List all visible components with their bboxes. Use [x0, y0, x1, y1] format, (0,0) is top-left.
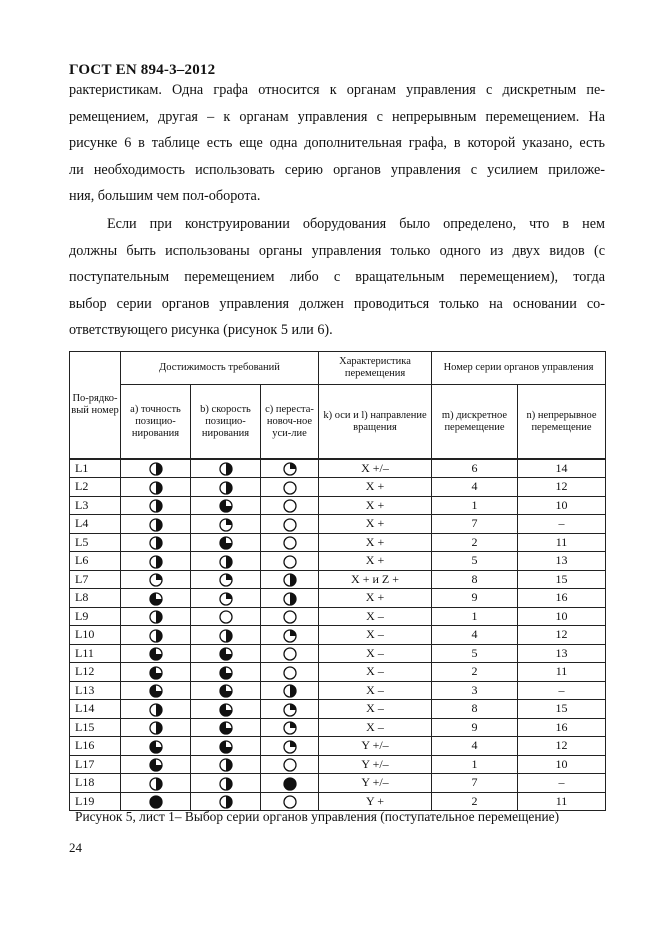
paragraph-line: рисунке 6 в таблице есть еще одна дополнительная графа, в которой указано, есть — [69, 135, 605, 151]
cell-a — [121, 737, 191, 756]
fill-half-icon — [149, 462, 163, 476]
row-label: L11 — [70, 644, 121, 663]
col-header-c: c) переста-новоч-ное уси-лие — [261, 385, 319, 460]
cell-c — [261, 755, 319, 774]
table-row — [70, 478, 606, 497]
fill-half-icon — [149, 518, 163, 532]
cell-m: 8 — [432, 570, 518, 589]
cell-a — [121, 570, 191, 589]
cell-b — [191, 644, 261, 663]
fill-half-icon — [219, 462, 233, 476]
fill-half-icon — [149, 536, 163, 550]
table-body — [70, 459, 606, 811]
cell-motion: X – — [319, 700, 432, 719]
cell-c — [261, 515, 319, 534]
cell-m: 5 — [432, 644, 518, 663]
paragraph-line: поступательным перемещением либо с вращательным перемещением), тогда — [69, 269, 605, 285]
row-label: L1 — [70, 459, 121, 478]
cell-n: 12 — [518, 626, 606, 645]
table-row — [70, 626, 606, 645]
table-row — [70, 755, 606, 774]
cell-motion: X + — [319, 515, 432, 534]
cell-m: 7 — [432, 774, 518, 793]
row-label: L9 — [70, 607, 121, 626]
table-row — [70, 552, 606, 571]
cell-motion: X – — [319, 718, 432, 737]
cell-b — [191, 718, 261, 737]
cell-a — [121, 792, 191, 811]
table-row — [70, 718, 606, 737]
col-header-m: m) дискретное перемещение — [432, 385, 518, 460]
cell-motion: Y +/– — [319, 737, 432, 756]
fill-half-icon — [149, 629, 163, 643]
row-label: L8 — [70, 589, 121, 608]
cell-c — [261, 570, 319, 589]
cell-a — [121, 626, 191, 645]
paragraph-line: ответствующего рисунка (рисунок 5 или 6). — [69, 322, 333, 338]
paragraph-2 — [69, 211, 605, 344]
cell-b — [191, 533, 261, 552]
table-row — [70, 700, 606, 719]
cell-motion: Y +/– — [319, 774, 432, 793]
fill-half-icon — [219, 758, 233, 772]
group-header-series: Номер серии органов управления — [432, 352, 606, 385]
fill-half-icon — [219, 795, 233, 809]
cell-m: 1 — [432, 607, 518, 626]
col-header-kl: k) оси и l) направление вращения — [319, 385, 432, 460]
cell-motion: X – — [319, 626, 432, 645]
cell-c — [261, 626, 319, 645]
cell-n: – — [518, 515, 606, 534]
table-row — [70, 644, 606, 663]
fill-empty-icon — [283, 481, 297, 495]
table-row — [70, 570, 606, 589]
table-row — [70, 533, 606, 552]
row-label: L10 — [70, 626, 121, 645]
cell-m: 7 — [432, 515, 518, 534]
cell-n: 13 — [518, 644, 606, 663]
cell-a — [121, 515, 191, 534]
cell-motion: X + — [319, 589, 432, 608]
cell-n: 15 — [518, 700, 606, 719]
row-label: L17 — [70, 755, 121, 774]
fill-three-icon — [219, 740, 233, 754]
fill-half-icon — [149, 555, 163, 569]
row-label: L18 — [70, 774, 121, 793]
paragraph-1 — [69, 77, 605, 210]
cell-m: 4 — [432, 478, 518, 497]
cell-c — [261, 552, 319, 571]
paragraph-line: рактеристикам. Одна графа относится к органам управления с дискретным пе- — [69, 82, 605, 98]
paragraph-line: выбор серии органов управления должен проводиться только на основании со- — [69, 295, 605, 312]
fill-three-icon — [149, 592, 163, 606]
cell-a — [121, 755, 191, 774]
cell-n: 16 — [518, 718, 606, 737]
cell-m: 5 — [432, 552, 518, 571]
row-label: L15 — [70, 718, 121, 737]
cell-motion: X + — [319, 533, 432, 552]
cell-n: 10 — [518, 496, 606, 515]
row-label: L4 — [70, 515, 121, 534]
group-header-requirements: Достижимость требований — [121, 352, 319, 385]
cell-a — [121, 459, 191, 478]
cell-motion: X + — [319, 496, 432, 515]
cell-b — [191, 515, 261, 534]
cell-n: 15 — [518, 570, 606, 589]
row-label: L14 — [70, 700, 121, 719]
fill-quarter-icon — [219, 518, 233, 532]
fill-three-icon — [219, 666, 233, 680]
cell-motion: X – — [319, 681, 432, 700]
cell-n: 11 — [518, 792, 606, 811]
cell-n: 11 — [518, 533, 606, 552]
fill-three-icon — [149, 740, 163, 754]
fill-full-icon — [283, 777, 297, 791]
fill-half-icon — [219, 555, 233, 569]
figure-caption: Рисунок 5, лист 1– Выбор серии органов управления (поступательное перемещение) — [75, 809, 560, 824]
fill-quarter-icon — [283, 462, 297, 476]
row-label: L3 — [70, 496, 121, 515]
cell-c — [261, 663, 319, 682]
cell-a — [121, 533, 191, 552]
cell-n: – — [518, 774, 606, 793]
cell-a — [121, 774, 191, 793]
fill-half-icon — [149, 721, 163, 735]
fill-three-icon — [219, 647, 233, 661]
fill-empty-icon — [283, 610, 297, 624]
cell-c — [261, 644, 319, 663]
cell-c — [261, 533, 319, 552]
cell-b — [191, 681, 261, 700]
row-label: L5 — [70, 533, 121, 552]
col-header-b: b) скорость позицио-нирования — [191, 385, 261, 460]
fill-half-icon — [283, 684, 297, 698]
table-row — [70, 496, 606, 515]
cell-m: 9 — [432, 718, 518, 737]
col-header-a: a) точность позицио-нирования — [121, 385, 191, 460]
fill-empty-icon — [283, 795, 297, 809]
fill-half-icon — [219, 629, 233, 643]
table-row — [70, 792, 606, 811]
cell-m: 3 — [432, 681, 518, 700]
paragraph-line: ремещением, другая – к органам управления с непрерывным перемещением. На — [69, 108, 605, 125]
paragraph-line: ния, большим чем пол-оборота. — [69, 188, 261, 204]
paragraph-line: Если при конструировании оборудования было определено, что в нем — [107, 216, 605, 232]
cell-c — [261, 718, 319, 737]
selection-table — [69, 351, 606, 811]
cell-c — [261, 681, 319, 700]
cell-m: 8 — [432, 700, 518, 719]
fill-empty-icon — [283, 518, 297, 532]
cell-motion: Y + — [319, 792, 432, 811]
fill-quarter-icon — [219, 573, 233, 587]
cell-b — [191, 607, 261, 626]
cell-n: 12 — [518, 737, 606, 756]
row-label: L13 — [70, 681, 121, 700]
fill-full-icon — [149, 795, 163, 809]
cell-n: 14 — [518, 459, 606, 478]
cell-a — [121, 496, 191, 515]
cell-a — [121, 478, 191, 497]
cell-c — [261, 496, 319, 515]
cell-c — [261, 459, 319, 478]
cell-n: 10 — [518, 755, 606, 774]
cell-motion: X + и Z + — [319, 570, 432, 589]
fill-empty-icon — [283, 536, 297, 550]
cell-c — [261, 589, 319, 608]
fill-empty-icon — [283, 758, 297, 772]
cell-b — [191, 589, 261, 608]
cell-n: 12 — [518, 478, 606, 497]
fill-three-icon — [219, 536, 233, 550]
cell-m: 1 — [432, 755, 518, 774]
fill-empty-icon — [283, 499, 297, 513]
cell-motion: X + — [319, 552, 432, 571]
row-label: L2 — [70, 478, 121, 497]
table-row — [70, 459, 606, 478]
fill-half-icon — [149, 777, 163, 791]
cell-c — [261, 792, 319, 811]
paragraph-line: ли необходимость использовать серию органов управления с усилием приложе- — [69, 161, 605, 178]
cell-motion: X – — [319, 607, 432, 626]
cell-m: 2 — [432, 663, 518, 682]
table-row — [70, 737, 606, 756]
row-label: L19 — [70, 792, 121, 811]
cell-a — [121, 589, 191, 608]
cell-n: 16 — [518, 589, 606, 608]
cell-c — [261, 607, 319, 626]
row-label: L12 — [70, 663, 121, 682]
fill-quarter-icon — [283, 721, 297, 735]
fill-half-icon — [283, 592, 297, 606]
cell-c — [261, 737, 319, 756]
cell-m: 9 — [432, 589, 518, 608]
cell-a — [121, 663, 191, 682]
fill-three-icon — [219, 703, 233, 717]
fill-half-icon — [149, 481, 163, 495]
fill-three-icon — [219, 684, 233, 698]
cell-b — [191, 663, 261, 682]
fill-three-icon — [149, 666, 163, 680]
cell-motion: X + — [319, 478, 432, 497]
cell-a — [121, 607, 191, 626]
cell-b — [191, 570, 261, 589]
row-label: L16 — [70, 737, 121, 756]
fill-three-icon — [219, 721, 233, 735]
fill-half-icon — [219, 777, 233, 791]
col-header-order: По-рядко-вый номер — [70, 352, 121, 460]
cell-a — [121, 700, 191, 719]
cell-b — [191, 478, 261, 497]
fill-empty-icon — [283, 666, 297, 680]
cell-b — [191, 496, 261, 515]
cell-b — [191, 774, 261, 793]
cell-b — [191, 755, 261, 774]
cell-c — [261, 774, 319, 793]
cell-b — [191, 700, 261, 719]
table-row — [70, 589, 606, 608]
fill-three-icon — [149, 684, 163, 698]
cell-a — [121, 552, 191, 571]
fill-three-icon — [219, 499, 233, 513]
cell-n: 13 — [518, 552, 606, 571]
table-row — [70, 681, 606, 700]
cell-m: 4 — [432, 737, 518, 756]
paragraph-line: должны быть использованы органы управления только одного из двух видов (с — [69, 242, 605, 259]
cell-motion: X – — [319, 663, 432, 682]
cell-n: – — [518, 681, 606, 700]
cell-motion: Y +/– — [319, 755, 432, 774]
fill-empty-icon — [283, 555, 297, 569]
cell-a — [121, 718, 191, 737]
fill-three-icon — [149, 647, 163, 661]
fill-quarter-icon — [283, 740, 297, 754]
fill-three-icon — [149, 758, 163, 772]
cell-c — [261, 700, 319, 719]
fill-half-icon — [149, 499, 163, 513]
fill-empty-icon — [283, 647, 297, 661]
table-row — [70, 515, 606, 534]
cell-m: 2 — [432, 792, 518, 811]
row-label: L7 — [70, 570, 121, 589]
table-row — [70, 607, 606, 626]
cell-b — [191, 552, 261, 571]
table-row — [70, 774, 606, 793]
cell-motion: X – — [319, 644, 432, 663]
cell-n: 11 — [518, 663, 606, 682]
group-header-motion: Характеристика перемещения — [319, 352, 432, 385]
fill-quarter-icon — [283, 703, 297, 717]
fill-quarter-icon — [283, 629, 297, 643]
fill-half-icon — [219, 481, 233, 495]
table-row — [70, 663, 606, 682]
row-label: L6 — [70, 552, 121, 571]
col-header-n: n) непрерывное перемещение — [518, 385, 606, 460]
document-header: ГОСТ EN 894-3–2012 — [69, 62, 216, 78]
cell-motion: X +/– — [319, 459, 432, 478]
cell-b — [191, 737, 261, 756]
page-number: 24 — [69, 840, 82, 855]
cell-n: 10 — [518, 607, 606, 626]
cell-a — [121, 644, 191, 663]
cell-a — [121, 681, 191, 700]
cell-m: 6 — [432, 459, 518, 478]
cell-b — [191, 459, 261, 478]
cell-b — [191, 792, 261, 811]
fill-quarter-icon — [219, 592, 233, 606]
cell-m: 4 — [432, 626, 518, 645]
fill-half-icon — [283, 573, 297, 587]
cell-m: 1 — [432, 496, 518, 515]
cell-c — [261, 478, 319, 497]
fill-empty-icon — [219, 610, 233, 624]
fill-quarter-icon — [149, 573, 163, 587]
cell-m: 2 — [432, 533, 518, 552]
fill-half-icon — [149, 610, 163, 624]
fill-half-icon — [149, 703, 163, 717]
cell-b — [191, 626, 261, 645]
